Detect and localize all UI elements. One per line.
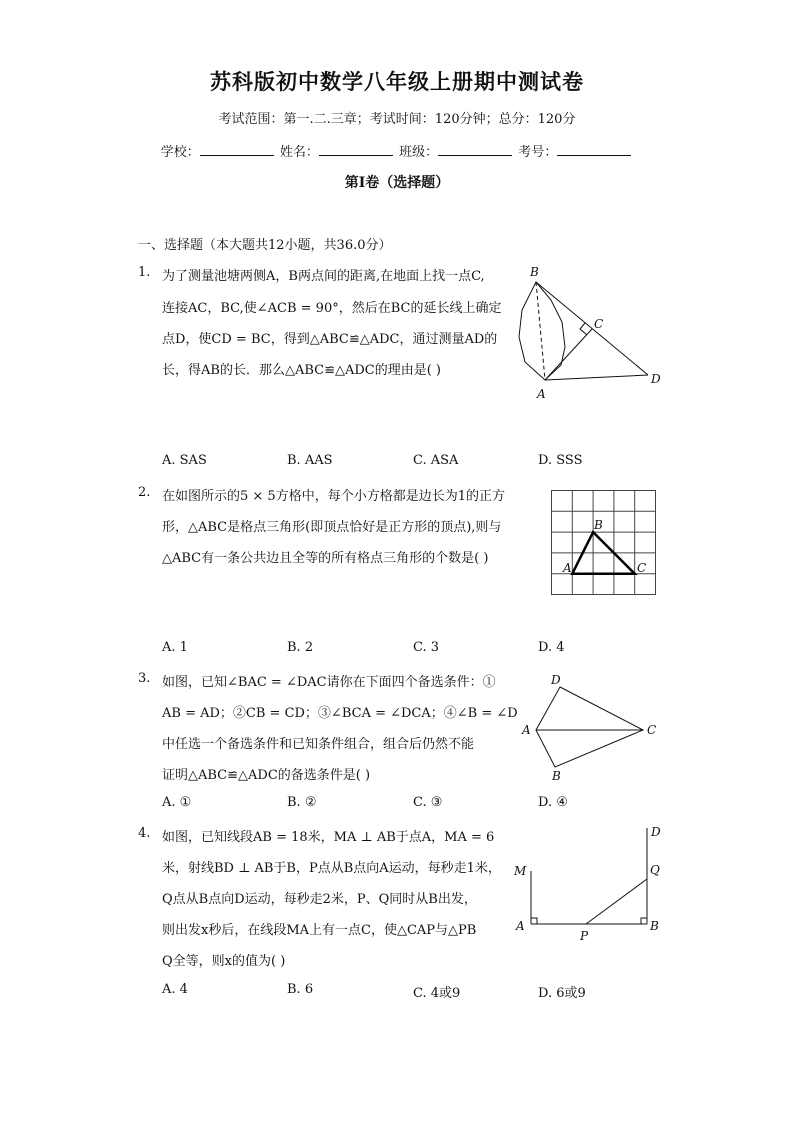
question-4-line: Q全等，则x的值为( ) xyxy=(162,954,286,969)
question-4-line: 如图，已知线段AB = 18米，MA ⊥ AB于点A，MA = 6 xyxy=(162,830,495,845)
question-4-line: 则出发x秒后，在线段MA上有一点C，使△CAP与△PB xyxy=(162,923,477,938)
question-3-line: 如图，已知∠BAC = ∠DAC请你在下面四个备选条件：① xyxy=(162,675,496,690)
question-1-option-a[interactable]: A. SAS xyxy=(162,453,207,468)
field-name-blank[interactable] xyxy=(319,143,393,156)
question-1-line: 连接AC，BC,使∠ACB = 90°，然后在BC的延长线上确定 xyxy=(162,301,502,316)
field-school-blank[interactable] xyxy=(200,143,274,156)
segment-ac xyxy=(545,329,592,380)
question-2-number: 2. xyxy=(138,485,151,500)
student-fields xyxy=(0,141,794,160)
question-4-line: 米，射线BD ⊥ AB于B，P点从B点向A运动，每秒走1米， xyxy=(162,861,501,876)
field-number-label: 考号： xyxy=(518,145,558,160)
label-p: P xyxy=(580,929,589,943)
question-2-option-c[interactable]: C. 3 xyxy=(413,640,440,655)
question-3-line: 证明△ABC≌△ADC的备选条件是( ) xyxy=(162,768,371,783)
part-heading: 第Ⅰ卷（选择题） xyxy=(344,175,450,191)
label-m: M xyxy=(514,864,527,878)
field-school-label: 学校： xyxy=(160,145,200,160)
segment-bd xyxy=(536,282,648,375)
question-4-line: Q点从B点向D运动，每秒走2米，P、Q同时从B出发， xyxy=(162,892,477,907)
right-angle-mark xyxy=(580,323,587,335)
question-4-option-c[interactable]: C. 4或9 xyxy=(413,986,461,1001)
label-q: Q xyxy=(650,863,660,877)
page-title: 苏科版初中数学八年级上册期中测试卷 xyxy=(210,69,584,94)
question-2-line: 在如图所示的5 × 5方格中，每个小方格都是边长为1的正方 xyxy=(162,489,505,504)
question-4-figure xyxy=(508,818,668,944)
question-2-line: 形，△ABC是格点三角形(即顶点恰好是正方形的顶点),则与 xyxy=(162,520,502,535)
right-angle-a xyxy=(531,918,537,924)
exam-info: 考试范围：第一.二.三章；考试时间：120分钟；总分：120分 xyxy=(218,112,576,127)
question-3-figure xyxy=(515,668,665,784)
label-c: C xyxy=(647,723,657,737)
segment-ab-dashed xyxy=(536,282,545,380)
question-2-option-a[interactable]: A. 1 xyxy=(162,640,188,655)
question-4-number: 4. xyxy=(138,826,151,841)
field-class-blank[interactable] xyxy=(438,143,512,156)
question-1-line: 点D，使CD = BC，得到△ABC≌△ADC，通过测量AD的 xyxy=(162,332,498,347)
field-name-label: 姓名： xyxy=(279,145,319,160)
label-b: B xyxy=(594,518,603,532)
question-2-figure xyxy=(545,485,660,600)
label-a: A xyxy=(522,723,531,737)
question-4-option-b[interactable]: B. 6 xyxy=(287,982,314,997)
label-b: B xyxy=(650,919,659,933)
question-2-line: △ABC有一条公共边且全等的所有格点三角形的个数是( ) xyxy=(162,551,489,566)
label-a: A xyxy=(563,561,572,575)
question-3-line: AB = AD；②CB = CD；③∠BCA = ∠DCA；④∠B = ∠D xyxy=(162,706,518,721)
question-1-figure xyxy=(505,262,670,402)
question-1-line: 长，得AB的长．那么△ABC≌△ADC的理由是( ) xyxy=(162,363,441,378)
question-4-option-a[interactable]: A. 4 xyxy=(162,982,188,997)
right-angle-b xyxy=(641,918,647,924)
question-3-option-b[interactable]: B. ② xyxy=(287,795,317,810)
question-1-option-b[interactable]: B. AAS xyxy=(287,453,333,468)
question-1-option-c[interactable]: C. ASA xyxy=(413,453,459,468)
label-c: C xyxy=(594,317,604,331)
segment-pq xyxy=(586,879,647,924)
section-heading: 一、选择题（本大题共12小题，共36.0分） xyxy=(138,238,392,253)
field-class-label: 班级： xyxy=(399,145,439,160)
label-b: B xyxy=(530,265,539,279)
label-b: B xyxy=(552,769,561,783)
question-3-option-c[interactable]: C. ③ xyxy=(413,795,443,810)
label-d: D xyxy=(651,372,661,386)
question-3-option-a[interactable]: A. ① xyxy=(162,795,192,810)
label-a: A xyxy=(537,387,546,401)
question-1-line: 为了测量池塘两侧A，B两点间的距离,在地面上找一点C, xyxy=(162,269,485,284)
segment-ad xyxy=(545,375,648,380)
question-2-option-b[interactable]: B. 2 xyxy=(287,640,314,655)
label-d: D xyxy=(551,673,561,687)
label-d: D xyxy=(651,825,661,839)
question-1-number: 1. xyxy=(138,265,151,280)
question-2-option-d[interactable]: D. 4 xyxy=(538,640,565,655)
question-3-number: 3. xyxy=(138,671,151,686)
quadrilateral-abcd xyxy=(536,687,643,767)
label-c: C xyxy=(637,561,647,575)
question-1-option-d[interactable]: D. SSS xyxy=(538,453,583,468)
question-4-option-d[interactable]: D. 6或9 xyxy=(538,986,586,1001)
label-a: A xyxy=(516,919,525,933)
question-3-line: 中任选一个备选条件和已知条件组合，组合后仍然不能 xyxy=(162,737,475,752)
field-number-blank[interactable] xyxy=(557,143,631,156)
question-3-option-d[interactable]: D. ④ xyxy=(538,795,568,810)
